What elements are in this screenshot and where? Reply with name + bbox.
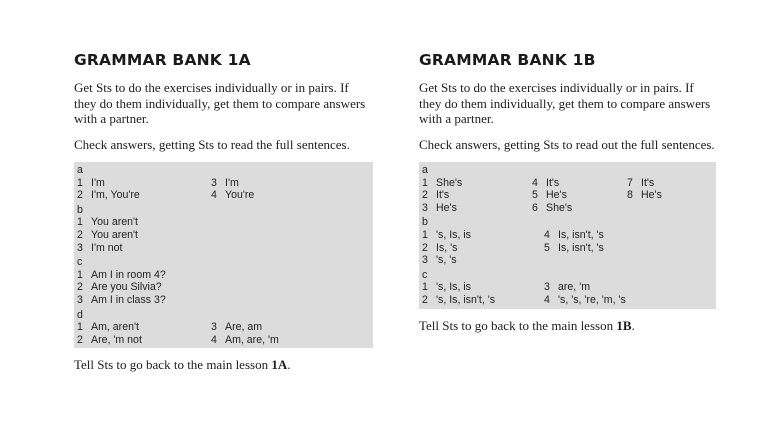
section-heading: GRAMMAR BANK 1A xyxy=(74,51,251,69)
answer-key-box xyxy=(74,162,373,348)
answer-item: 7 It's xyxy=(627,176,655,189)
answer-item: 4 Am, are, 'm xyxy=(211,333,279,346)
answer-item: 8 He's xyxy=(627,189,662,202)
answer-item: 2 I'm, You're xyxy=(77,189,140,202)
answer-row xyxy=(422,242,716,255)
answer-item: 3 Am I in class 3? xyxy=(77,293,166,306)
answer-row xyxy=(422,254,716,267)
instructions-paragraph: Get Sts to do the exercises individually or in pairs. If they do them individually, get them to compare answers with a partner. xyxy=(74,80,366,126)
answer-row xyxy=(77,216,373,229)
answer-row xyxy=(422,202,716,215)
answer-row xyxy=(77,321,373,334)
check-answers-paragraph: Check answers, getting Sts to read the full sentences. xyxy=(74,136,350,152)
answer-section-letter: b xyxy=(422,216,428,229)
answer-item: 3 are, 'm xyxy=(544,281,591,294)
closing-instruction: Tell Sts to go back to the main lesson 1A. xyxy=(74,357,291,373)
answer-row xyxy=(77,177,373,190)
answer-item: 3 Are, am xyxy=(211,321,263,334)
answer-row xyxy=(77,281,373,294)
answer-item: 1 I'm xyxy=(77,176,105,189)
answer-item: 4 It's xyxy=(532,176,560,189)
answer-section-letter: c xyxy=(422,268,428,281)
answer-item: 3 I'm xyxy=(211,176,239,189)
answer-item: 2 Is, 's xyxy=(422,241,458,254)
answer-row xyxy=(77,189,373,202)
answer-item: 1 She's xyxy=(422,176,463,189)
answer-item: 5 Is, isn't, 's xyxy=(544,241,604,254)
grammar-bank-1a-section xyxy=(74,50,374,383)
answer-item: 4 Is, isn't, 's xyxy=(544,228,604,241)
answer-item: 1 You aren't xyxy=(77,216,138,229)
answer-row xyxy=(77,229,373,242)
instructions-paragraph: Get Sts to do the exercises individually or in pairs. If they do them individually, get them to compare answers with a partner. xyxy=(419,80,711,126)
answer-section-letter: a xyxy=(77,164,83,176)
answer-row xyxy=(77,334,373,347)
section-heading: GRAMMAR BANK 1B xyxy=(419,51,596,69)
grammar-bank-1b-section xyxy=(419,50,719,343)
answer-row xyxy=(77,294,373,307)
answer-item: 4 You're xyxy=(211,189,255,202)
answer-row xyxy=(422,294,716,307)
answer-item: 5 He's xyxy=(532,189,567,202)
check-answers-paragraph: Check answers, getting Sts to read out the full sentences. xyxy=(419,136,715,152)
answer-item: 2 's, Is, isn't, 's xyxy=(422,293,496,306)
answer-item: 2 Are, 'm not xyxy=(77,333,142,346)
answer-row xyxy=(422,189,716,202)
answer-item: 6 She's xyxy=(532,201,573,214)
closing-instruction: Tell Sts to go back to the main lesson 1B. xyxy=(419,317,635,333)
answer-item: 3 I'm not xyxy=(77,241,123,254)
answer-item: 3 He's xyxy=(422,201,457,214)
answer-row xyxy=(422,229,716,242)
answer-item: 4 's, 's, 're, 'm, 's xyxy=(544,293,626,306)
answer-item: 1 's, Is, is xyxy=(422,281,471,294)
answer-section-letter: a xyxy=(422,164,428,176)
answer-item: 2 You aren't xyxy=(77,228,138,241)
answer-item: 2 Are you Silvia? xyxy=(77,281,162,294)
answer-item: 1 Am I in room 4? xyxy=(77,268,166,281)
answer-item: 1 's, Is, is xyxy=(422,228,471,241)
answer-section-letter: b xyxy=(77,203,83,216)
answer-row xyxy=(77,269,373,282)
answer-row xyxy=(77,242,373,255)
answer-item: 3 's, 's xyxy=(422,254,457,267)
lesson-reference: 1A xyxy=(271,357,288,373)
answer-row xyxy=(422,281,716,294)
answer-item: 1 Am, aren't xyxy=(77,321,139,334)
answer-row xyxy=(422,177,716,190)
answer-item: 2 It's xyxy=(422,189,450,202)
lesson-reference: 1B xyxy=(616,317,632,333)
answer-section-letter: c xyxy=(77,256,83,269)
answer-section-letter: d xyxy=(77,308,83,321)
answer-key-box xyxy=(419,162,716,309)
